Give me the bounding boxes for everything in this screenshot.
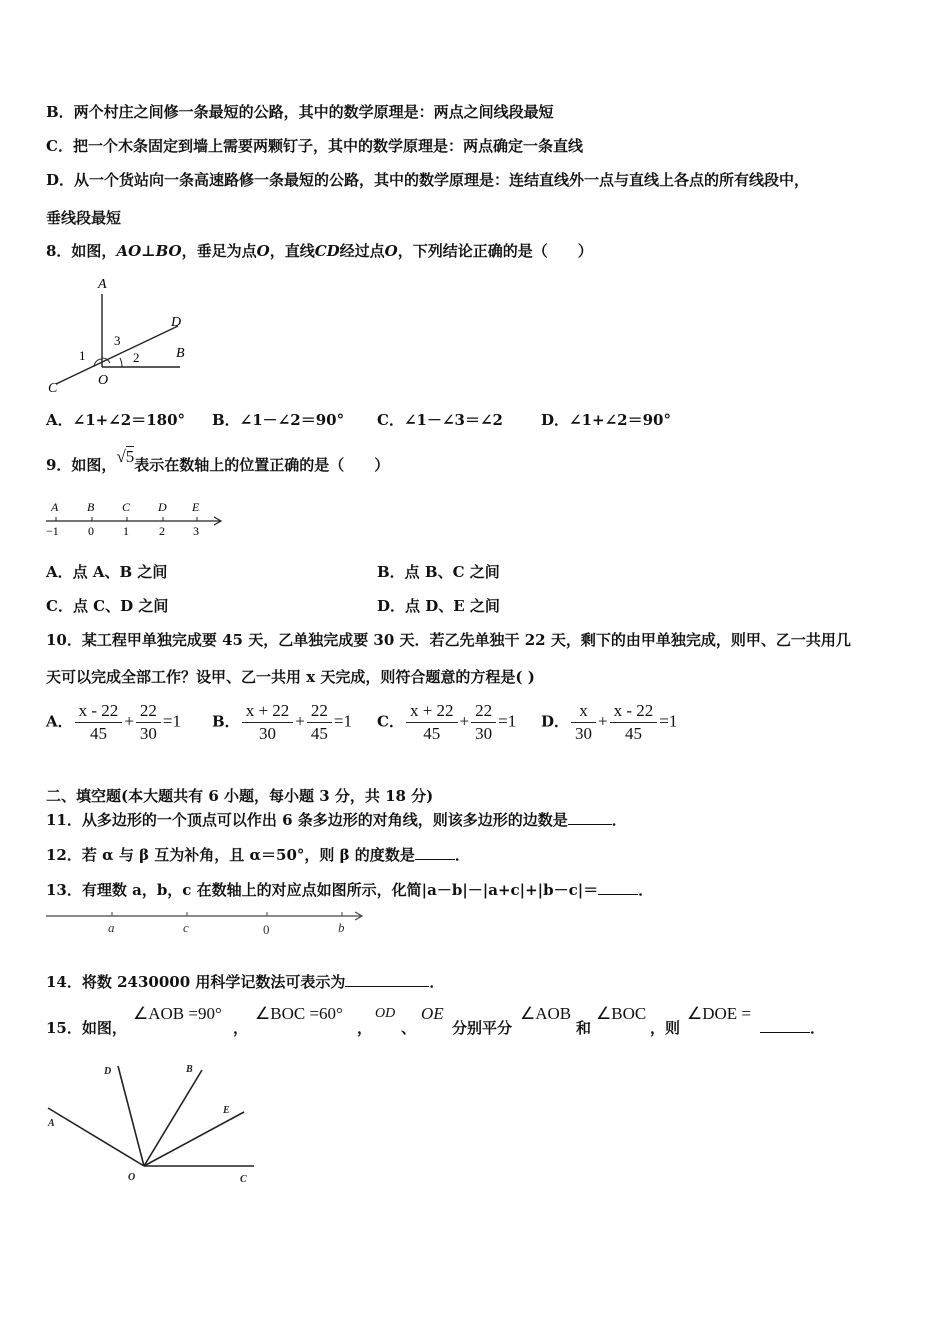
q15-end: ． [810,1019,826,1037]
q15-boc-60: ∠BOC =60° [255,1004,343,1023]
q12-stem [46,845,470,865]
q9-text: 表示在数轴上的位置正确的是（ ） [134,456,390,474]
q10-option-c-label: C． [377,712,404,731]
q8-label-c: C [48,381,58,396]
q10-a-eq: =1 [162,711,181,731]
q15-boc: ∠BOC [596,1004,647,1023]
q9-sqrt [116,447,134,466]
q15-comma-2: ， [357,1019,373,1037]
q10-b-num1: x + 22 [242,700,294,723]
q10-option-a [46,700,181,745]
q14-end: ． [429,973,445,991]
q10-option-a-label: A． [46,712,73,731]
q15-label-d: D [104,1066,112,1077]
q10-c-frac2 [471,700,496,745]
q10-a-frac2 [136,700,161,745]
q10-b-frac1 [242,700,294,745]
q8-label-b: B [176,346,185,361]
q9-number: 9．如图， [46,456,117,474]
q10-b-eq: =1 [333,711,352,731]
q10-c-frac1 [406,700,458,745]
q8-text-4: ，下列结论正确的是（ ） [397,242,593,260]
q13-stem [46,880,653,900]
q10-a-num1: x - 22 [75,700,123,723]
q10-d-frac1 [571,700,596,745]
q14-text: 14．将数 2430000 用科学记数法可表示为 [46,973,346,991]
q15-label-a: A [48,1118,55,1129]
q9-option-a: A．点 A、B 之间 [46,563,168,581]
q15-and: 和 [576,1019,592,1037]
q8-o2: O [384,242,398,260]
q15-aob: ∠AOB [520,1004,572,1023]
q15-answer-blank[interactable] [760,1018,810,1033]
q10-b-den2: 45 [310,724,328,743]
q15-figure [44,1058,264,1188]
q8-option-b: B．∠1－∠2＝90° [212,411,345,429]
q13-label-c: c [183,920,189,935]
q10-b-den1: 30 [258,724,276,743]
q13-answer-blank[interactable] [598,880,638,895]
section2-heading: 二、填空题(本大题共有 6 小题，每小题 3 分，共 18 分) [46,787,434,805]
q10-a-den2: 30 [139,724,157,743]
q10-stem-line2: 天可以完成全部工作？设甲、乙一共用 x 天完成，则符合题意的方程是( ) [46,668,535,686]
q13-label-0: 0 [263,922,270,937]
q9-tick-1: 1 [123,524,129,538]
q8-label-d: D [171,315,182,330]
q8-label-a: A [98,277,107,292]
q14-stem [46,972,444,992]
q8-figure [44,272,194,397]
q15-label-e: E [223,1105,230,1116]
q10-stem-line1: 10．某工程甲单独完成要 45 天，乙单独完成要 30 天．若乙先单独干 22 天，剩下的由甲单独完成，则甲、乙一共用几 [46,631,851,649]
q8-text-3: 经过点 [339,242,385,260]
q13-label-b: b [338,920,345,935]
q15-comma-1: ， [233,1019,249,1037]
q15-label-c: C [240,1174,247,1185]
q8-option-a: A．∠1+∠2＝180° [46,411,186,429]
q10-option-d [541,700,677,745]
q8-label-o: O [98,373,109,388]
q15-then: ，则 [650,1019,681,1037]
q10-c-den2: 30 [475,724,493,743]
q15-bisect-text: 分别平分 [452,1019,513,1037]
q10-c-eq: =1 [498,711,517,731]
q10-d-frac2 [610,700,658,745]
q15-number: 15．如图， [46,1019,127,1037]
q15-od: OD [375,1006,396,1021]
q13-number-line [44,906,374,940]
q10-a-num2: 22 [136,700,161,723]
q9-stem [46,447,390,475]
q8-angle-3: 3 [114,333,121,348]
q9-tick-minus1: −1 [46,524,59,538]
q9-letter-e: E [192,500,200,514]
q15-label-b: B [186,1064,193,1075]
q10-c-plus: + [459,711,470,731]
q8-angle-2: 2 [133,350,140,365]
q13-text: 13．有理数 a，b，c 在数轴上的对应点如图所示，化简|a－b|－|a+c|+|b－c|＝ [46,881,599,899]
q10-a-frac1 [75,700,123,745]
q7-option-c: C．把一个木条固定到墙上需要两颗钉子，其中的数学原理是：两点确定一条直线 [46,137,583,155]
q9-option-b: B．点 B、C 之间 [377,563,500,581]
q10-a-plus: + [124,711,134,731]
q11-end: ． [611,811,627,829]
q13-label-a: a [108,920,115,935]
q15-answer-area [760,1018,825,1038]
q10-d-num1: x [571,700,596,723]
q9-radicand: 5 [125,447,135,466]
q10-b-plus: + [295,711,305,731]
q11-answer-blank[interactable] [568,810,612,825]
q8-stem [46,241,593,261]
q10-option-b [212,700,352,745]
q9-tick-2: 2 [159,524,165,538]
q10-a-den1: 45 [89,724,107,743]
q8-bo: BO [155,242,182,260]
q12-text: 12．若 α 与 β 互为补角，且 α＝50°，则 β 的度数是 [46,846,415,864]
q11-stem [46,810,627,830]
q10-b-frac2 [307,700,332,745]
q10-d-den2: 45 [624,724,642,743]
q8-cd: CD [314,242,340,260]
q10-c-num1: x + 22 [406,700,458,723]
q10-c-den1: 45 [423,724,441,743]
q9-letter-a: A [51,500,59,514]
q7-option-d-line1: D．从一个货站向一条高速路修一条最短的公路，其中的数学原理是：连结直线外一点与直线上各点的所有线段中， [46,171,810,189]
q10-option-c [377,700,516,745]
q8-text-1: ，垂足为点 [181,242,257,260]
q13-end: ． [638,881,654,899]
q9-tick-0: 0 [88,524,94,538]
q15-aob-90: ∠AOB =90° [133,1004,222,1023]
q12-end: ． [454,846,470,864]
q9-option-d: D．点 D、E 之间 [377,597,500,615]
q15-label-o: O [128,1172,136,1183]
q10-d-num2: x - 22 [610,700,658,723]
q10-b-num2: 22 [307,700,332,723]
q7-option-d-line2: 垂线段最短 [46,209,122,227]
q9-option-c: C．点 C、D 之间 [46,597,169,615]
q9-letter-b: B [87,500,95,514]
q11-text: 11．从多边形的一个顶点可以作出 6 条多边形的对角线，则该多边形的边数是 [46,811,568,829]
q10-d-plus: + [598,711,608,731]
q15-separator: 、 [401,1019,417,1037]
q8-ao: AO [116,242,142,260]
q15-oe: OE [421,1004,444,1023]
q9-radical-sign: √ [116,447,126,466]
q15-doe: ∠DOE = [687,1004,752,1023]
q7-option-b: B．两个村庄之间修一条最短的公路，其中的数学原理是：两点之间线段最短 [46,103,554,121]
q9-number-line [40,495,230,543]
q10-option-d-label: D． [541,712,570,731]
q8-number: 8．如图， [46,242,117,260]
q10-d-eq: =1 [659,711,678,731]
q10-option-b-label: B． [212,712,240,731]
q12-answer-blank[interactable] [415,845,455,860]
q10-c-num2: 22 [471,700,496,723]
q8-text-2: ，直线 [269,242,315,260]
q8-o1: O [256,242,270,260]
q8-perp-symbol: ⊥ [141,242,156,260]
q9-letter-c: C [122,500,131,514]
q8-option-c: C．∠1－∠3＝∠2 [377,411,503,429]
q8-option-d: D．∠1+∠2＝90° [541,411,671,429]
q8-angle-1: 1 [79,348,86,363]
q9-letter-d: D [158,500,167,514]
q10-d-den1: 30 [575,724,593,743]
q14-answer-blank[interactable] [345,972,429,987]
q9-tick-3: 3 [193,524,199,538]
